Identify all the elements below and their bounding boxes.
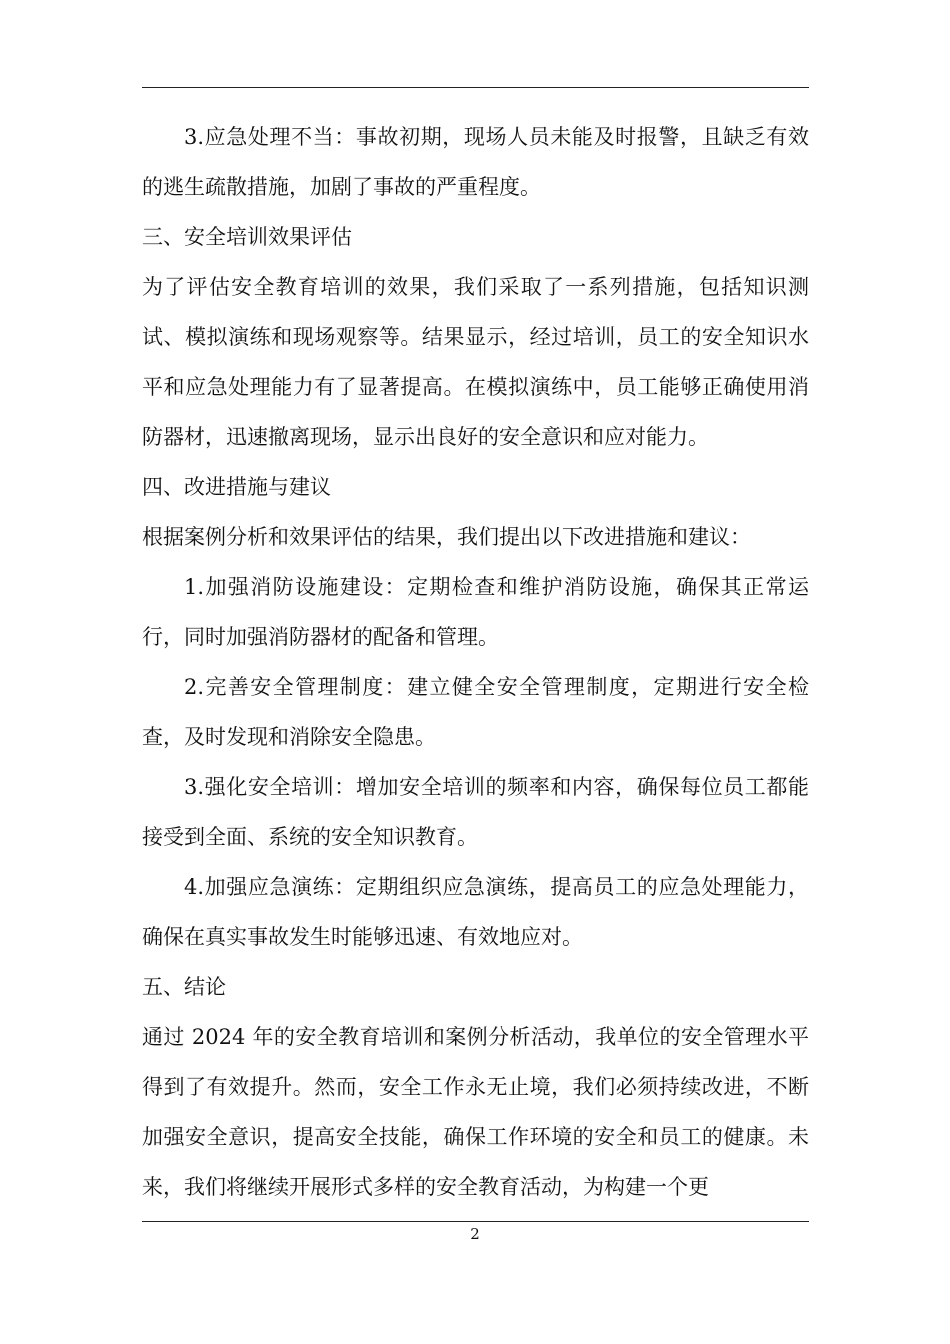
list-item: 2.完善安全管理制度：建立健全安全管理制度，定期进行安全检查，及时发现和消除安全隐患。 xyxy=(142,675,809,749)
footer-rule xyxy=(142,1221,809,1222)
document-body xyxy=(142,112,809,1212)
paragraph: 3.应急处理不当：事故初期，现场人员未能及时报警，且缺乏有效的逃生疏散措施，加剧了事故的严重程度。 xyxy=(142,125,809,199)
paragraph: 根据案例分析和效果评估的结果，我们提出以下改进措施和建议： xyxy=(142,525,751,549)
section-heading: 五、结论 xyxy=(142,975,226,999)
list-item: 3.强化安全培训：增加安全培训的频率和内容，确保每位员工都能接受到全面、系统的安全知识教育。 xyxy=(142,775,809,849)
paragraph: 为了评估安全教育培训的效果，我们采取了一系列措施，包括知识测试、模拟演练和现场观察等。结果显示，经过培训，员工的安全知识水平和应急处理能力有了显著提高。在模拟演练中，员工能够正确使用消防器材，迅速撤离现场，显示出良好的安全意识和应对能力。 xyxy=(142,275,809,449)
section-heading: 四、改进措施与建议 xyxy=(142,475,331,499)
paragraph: 通过 2024 年的安全教育培训和案例分析活动，我单位的安全管理水平得到了有效提升。然而，安全工作永无止境，我们必须持续改进，不断加强安全意识，提高安全技能，确保工作环境的安全和员工的健康。未来，我们将继续开展形式多样的安全教育活动，为构建一个更 xyxy=(142,1025,809,1199)
list-item: 1.加强消防设施建设：定期检查和维护消防设施，确保其正常运行，同时加强消防器材的配备和管理。 xyxy=(142,575,809,649)
section-heading: 三、安全培训效果评估 xyxy=(142,225,352,249)
header-rule xyxy=(142,87,809,88)
page-number: 2 xyxy=(470,1225,480,1243)
list-item: 4.加强应急演练：定期组织应急演练，提高员工的应急处理能力，确保在真实事故发生时能够迅速、有效地应对。 xyxy=(142,875,809,949)
